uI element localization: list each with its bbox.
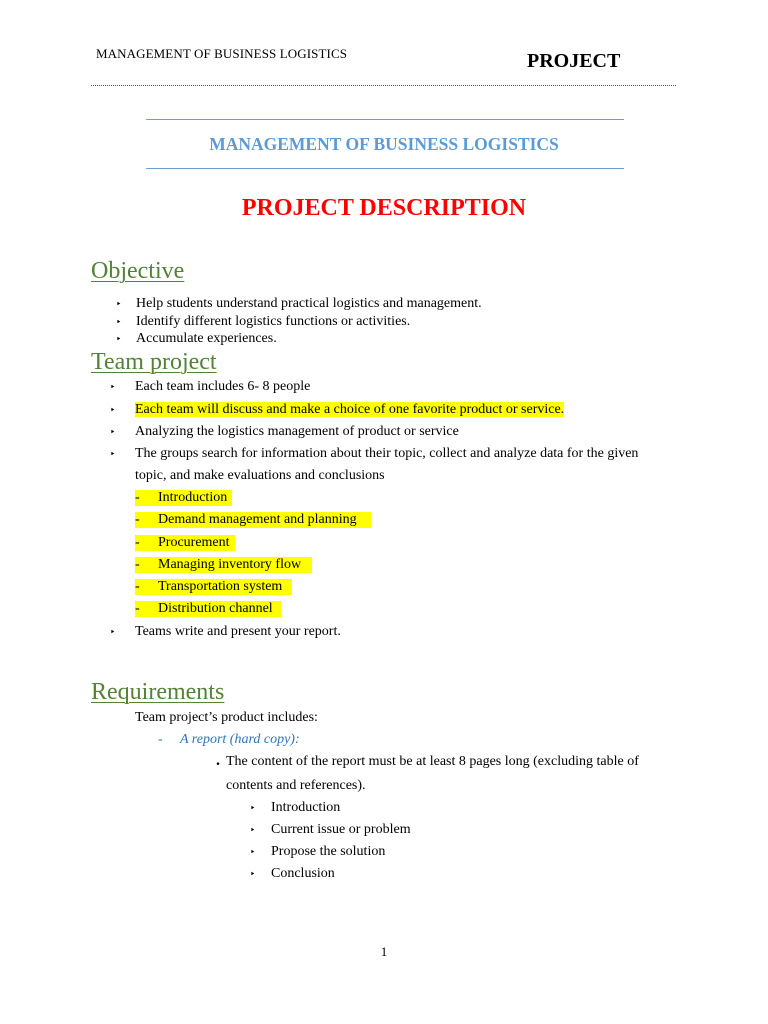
sub-item: - Distribution channel (135, 601, 281, 617)
requirements-intro: Team project’s product includes: (135, 710, 318, 725)
dash-icon: - (135, 579, 140, 594)
bullet-icon: ‣ (250, 847, 256, 857)
sub-item: - Demand management and planning (135, 512, 371, 528)
bullet-icon: ‣ (110, 405, 116, 415)
team-item: The groups search for information about their topic, collect and analyze data for the given (135, 446, 639, 461)
objective-heading: Objective (91, 258, 185, 284)
sub-item: - Introduction (135, 490, 232, 506)
report-content-line: The content of the report must be at least 8 pages long (excluding table of (226, 754, 639, 769)
team-project-heading: Team project (91, 349, 217, 375)
report-label: A report (hard copy): (180, 732, 300, 747)
dash-icon: - (135, 601, 140, 616)
dash-icon: - (135, 557, 140, 572)
team-item-continuation: topic, and make evaluations and conclusions (135, 468, 385, 483)
bullet-icon: ‣ (250, 869, 256, 879)
title-bottom-rule (146, 168, 624, 169)
bullet-icon: ‣ (116, 334, 122, 344)
header-left-text: MANAGEMENT OF BUSINESS LOGISTICS (96, 46, 348, 61)
dash-icon: - (135, 490, 140, 505)
bullet-icon: ‣ (110, 382, 116, 392)
report-item: Conclusion (271, 866, 335, 881)
report-item: Propose the solution (271, 844, 386, 859)
content-marker: . (216, 752, 220, 769)
title-top-rule (146, 119, 624, 120)
report-item: Current issue or problem (271, 822, 411, 837)
team-item: Teams write and present your report. (135, 624, 341, 639)
bullet-icon: ‣ (110, 627, 116, 637)
objective-item: Identify different logistics functions or activities. (136, 314, 411, 329)
requirements-heading: Requirements (91, 679, 225, 705)
sub-item: - Procurement (135, 535, 235, 551)
dash-icon: - (158, 732, 163, 747)
report-content-line: contents and references). (226, 778, 366, 793)
document-title: MANAGEMENT OF BUSINESS LOGISTICS (209, 134, 559, 154)
header-rule (91, 85, 676, 86)
dash-icon: - (135, 512, 140, 527)
sub-item: - Managing inventory flow (135, 557, 312, 573)
bullet-icon: ‣ (116, 317, 122, 327)
header-right-text: PROJECT (527, 50, 621, 72)
bullet-icon: ‣ (110, 427, 116, 437)
highlight-text: Each team will discuss and make a choice of one favorite product or service. (135, 402, 565, 417)
objective-item: Accumulate experiences. (136, 331, 277, 346)
team-item-highlighted (135, 402, 564, 418)
sub-item: - Transportation system (135, 579, 292, 595)
bullet-icon: ‣ (250, 803, 256, 813)
objective-item: Help students understand practical logistics and management. (136, 296, 482, 311)
team-item: Each team includes 6- 8 people (135, 379, 311, 394)
report-item: Introduction (271, 800, 341, 815)
bullet-icon: ‣ (110, 449, 116, 459)
team-item: Analyzing the logistics management of product or service (135, 424, 459, 439)
dash-icon: - (135, 535, 140, 550)
bullet-icon: ‣ (250, 825, 256, 835)
page-number: 1 (380, 944, 388, 959)
bullet-icon: ‣ (116, 299, 122, 309)
section-title: PROJECT DESCRIPTION (241, 195, 527, 221)
